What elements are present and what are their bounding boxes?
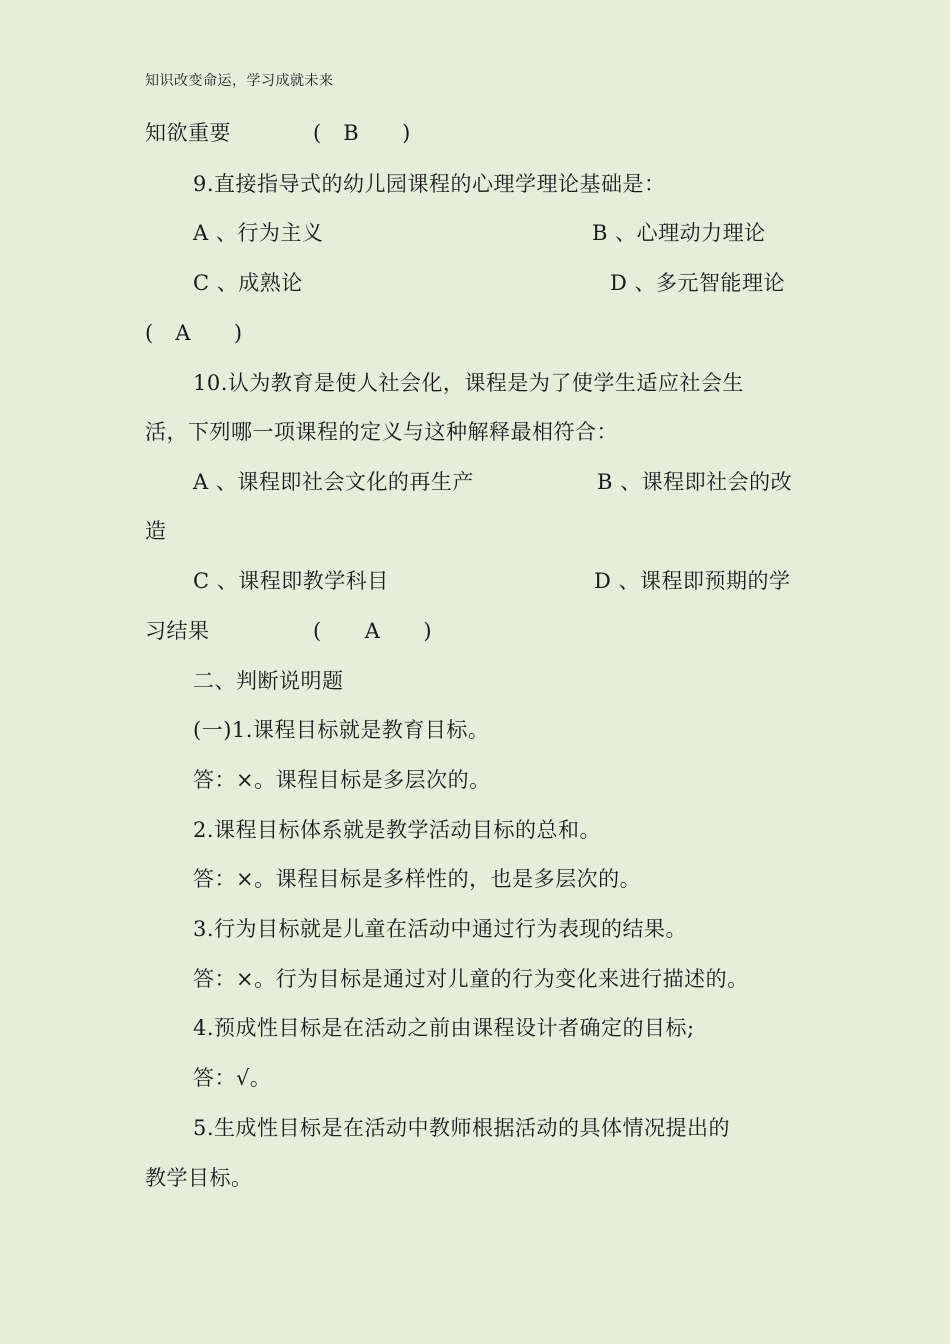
judge-2: 2.课程目标体系就是教学活动目标的总和。	[193, 818, 602, 842]
option-c: C 、成熟论	[193, 271, 303, 295]
question-9: 9.直接指导式的幼儿园课程的心理学理论基础是：	[193, 172, 666, 196]
judge-3: 3.行为目标就是儿童在活动中通过行为表现的结果。	[193, 917, 688, 941]
option-d: D 、课程即预期的学	[594, 569, 791, 593]
answer-text: ( A )	[145, 321, 243, 345]
option-c: C 、课程即教学科目	[193, 569, 389, 593]
option-a: A 、行为主义	[193, 221, 324, 245]
option-d-cont: 习结果	[145, 619, 210, 643]
judge-2-answer: 答：×。课程目标是多样性的，也是多层次的。	[193, 867, 642, 891]
section-heading: 二、判断说明题	[193, 669, 344, 693]
option-b: B 、课程即社会的改	[597, 470, 793, 494]
page-header: 知识改变命运，学习成就未来	[145, 73, 334, 89]
judge-4: 4.预成性目标是在活动之前由课程设计者确定的目标;	[193, 1016, 695, 1040]
question-10: 10.认为教育是使人社会化，课程是为了使学生适应社会生	[193, 371, 744, 395]
judge-4-answer: 答：√。	[193, 1066, 272, 1090]
answer-text: ( A )	[313, 619, 433, 643]
answer-text: ( B )	[313, 121, 411, 145]
question-10-cont: 活，下列哪一项课程的定义与这种解释最相符合：	[145, 420, 618, 444]
option-a: A 、课程即社会文化的再生产	[193, 470, 474, 494]
option-b-cont: 造	[145, 519, 167, 543]
judge-1: (一)1.课程目标就是教育目标。	[193, 718, 490, 742]
judge-3-answer: 答：×。行为目标是通过对儿童的行为变化来进行描述的。	[193, 967, 749, 991]
judge-5-cont: 教学目标。	[145, 1166, 253, 1190]
judge-5: 5.生成性目标是在活动中教师根据活动的具体情况提出的	[193, 1116, 731, 1140]
judge-1-answer: 答：×。课程目标是多层次的。	[193, 768, 491, 792]
option-b: B 、心理动力理论	[592, 221, 766, 245]
option-d: D 、多元智能理论	[610, 271, 786, 295]
text-line: 知欲重要	[145, 121, 231, 145]
